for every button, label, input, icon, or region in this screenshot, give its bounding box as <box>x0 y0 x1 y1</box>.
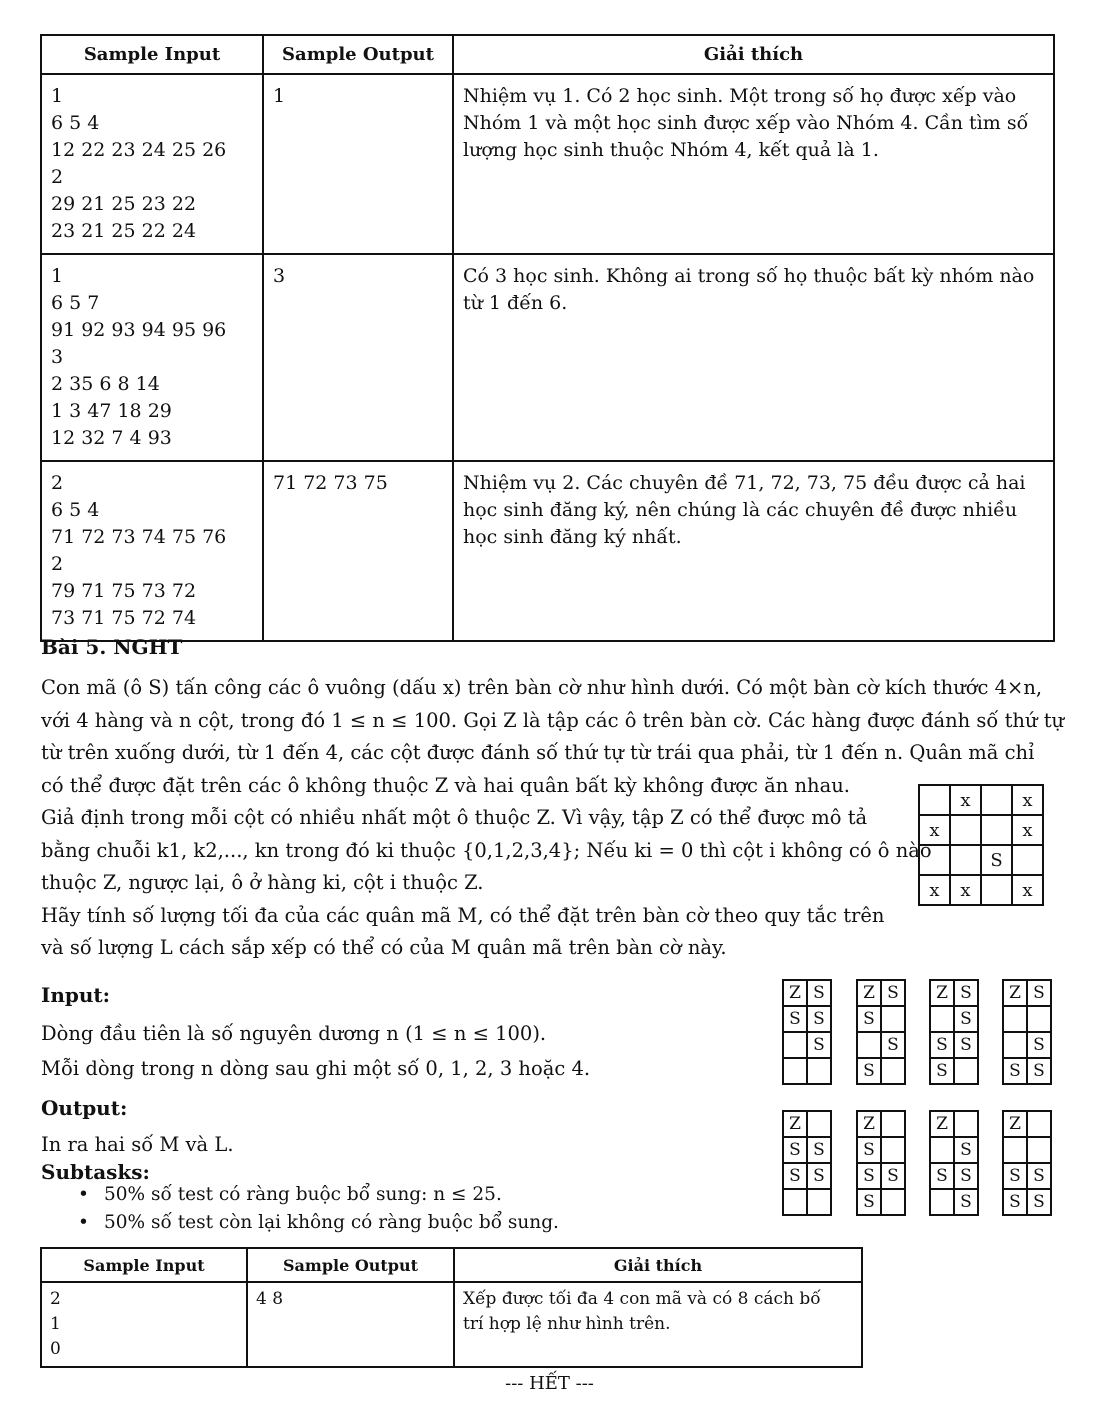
knight-cell: S <box>783 1006 807 1032</box>
board-row <box>919 845 1043 875</box>
input-line: 23 21 25 22 24 <box>51 220 197 242</box>
output-value: 4 8 <box>256 1289 284 1309</box>
knight-cell: S <box>857 1006 881 1032</box>
input-line: 1 <box>51 85 64 107</box>
input-line: 6 5 4 <box>51 499 100 521</box>
knight-cell: S <box>954 980 978 1006</box>
arrangement-row <box>1003 1111 1051 1137</box>
table-row <box>41 1282 862 1367</box>
empty-cell <box>807 1058 831 1084</box>
arrangement-row <box>857 1111 905 1137</box>
arrangement-row <box>783 1189 831 1215</box>
knight-cell: S <box>783 1163 807 1189</box>
knight-cell: S <box>1027 980 1051 1006</box>
arrangement-row <box>857 980 905 1006</box>
empty-cell <box>954 1058 978 1084</box>
attacked-cell: x <box>950 785 981 815</box>
explain-line: Có 3 học sinh. Không ai trong số họ thuộc bất kỳ nhóm nào <box>463 265 1035 287</box>
arrangement-row <box>783 1006 831 1032</box>
subtask-item: • 50% số test còn lại không có ràng buộc bổ sung. <box>104 1212 559 1233</box>
arrangement-row <box>1003 1137 1051 1163</box>
board-cell <box>950 815 981 845</box>
output-value: 1 <box>273 85 286 107</box>
sample-table-1 <box>40 34 1055 642</box>
header-sample-output: Sample Output <box>247 1248 454 1282</box>
input-line: 2 <box>51 472 64 494</box>
knight-cell: S <box>857 1137 881 1163</box>
board-cell <box>950 845 981 875</box>
empty-cell <box>807 1189 831 1215</box>
header-sample-output: Sample Output <box>263 35 453 74</box>
empty-cell <box>930 1189 954 1215</box>
subtask-item: • 50% số test có ràng buộc bổ sung: n ≤ 25. <box>104 1184 502 1205</box>
arrangement-row <box>857 1163 905 1189</box>
output-value: 71 72 73 75 <box>273 472 388 494</box>
explanation-cell <box>453 254 1054 461</box>
knight-cell: S <box>1003 1058 1027 1084</box>
output-heading: Output: <box>41 1096 128 1120</box>
input-line: 79 71 75 73 72 <box>51 580 197 602</box>
empty-cell <box>1003 1006 1027 1032</box>
arrangement-row <box>857 1006 905 1032</box>
blocked-cell: Z <box>783 980 807 1006</box>
arrangement-row <box>857 1137 905 1163</box>
empty-cell <box>881 1111 905 1137</box>
empty-cell <box>1027 1111 1051 1137</box>
attacked-cell: x <box>1012 875 1043 905</box>
knight-cell: S <box>881 980 905 1006</box>
statement-line: với 4 hàng và n cột, trong đó 1 ≤ n ≤ 100. Gọi Z là tập các ô trên bàn cờ. Các hàng được đánh số thứ tự <box>41 708 1065 732</box>
input-line: 2 <box>51 553 64 575</box>
knight-cell: S <box>1027 1032 1051 1058</box>
knight-cell: S <box>954 1189 978 1215</box>
arrangement-row <box>1003 1058 1051 1084</box>
explanation-cell <box>453 74 1054 254</box>
knight-cell: S <box>881 1032 905 1058</box>
sample-output-cell <box>263 74 453 254</box>
knight-cell: S <box>954 1032 978 1058</box>
board-cell <box>981 785 1012 815</box>
explain-line: Nhiệm vụ 1. Có 2 học sinh. Một trong số họ được xếp vào <box>463 85 1017 107</box>
arrangement-board <box>1002 1110 1052 1216</box>
knight-cell: S <box>807 1006 831 1032</box>
input-line-1: Dòng đầu tiên là số nguyên dương n (1 ≤ n ≤ 100). <box>41 1022 547 1045</box>
sample-input-cell <box>41 254 263 461</box>
empty-cell <box>807 1111 831 1137</box>
empty-cell <box>1003 1032 1027 1058</box>
knight-cell: S <box>930 1032 954 1058</box>
arrangement-row <box>930 1189 978 1215</box>
end-marker: --- HẾT --- <box>505 1373 594 1394</box>
attacked-cell: x <box>919 875 950 905</box>
input-line: 6 5 7 <box>51 292 100 314</box>
arrangement-board <box>782 1110 832 1216</box>
attacked-cell: x <box>1012 815 1043 845</box>
knight-cell: S <box>807 1137 831 1163</box>
input-line: 12 32 7 4 93 <box>51 427 172 449</box>
arrangement-row <box>783 1032 831 1058</box>
explain-line: học sinh đăng ký, nên chúng là các chuyên đề được nhiều <box>463 499 1018 521</box>
empty-cell <box>930 1137 954 1163</box>
sample-input-cell <box>41 74 263 254</box>
attacked-cell: x <box>950 875 981 905</box>
subtasks-heading: Subtasks: <box>41 1160 150 1184</box>
statement-line: Con mã (ô S) tấn công các ô vuông (dấu x) trên bàn cờ như hình dưới. Có một bàn cờ kích thước 4×n, <box>41 676 1043 699</box>
arrangement-row <box>783 1163 831 1189</box>
knight-cell: S <box>783 1137 807 1163</box>
statement-line: Hãy tính số lượng tối đa của các quân mã M, có thể đặt trên bàn cờ theo quy tắc trên <box>41 903 885 927</box>
input-line: 91 92 93 94 95 96 <box>51 319 227 341</box>
knight-cell: S <box>954 1163 978 1189</box>
statement-line: thuộc Z, ngược lại, ô ở hàng ki, cột i thuộc Z. <box>41 871 484 894</box>
input-line: 3 <box>51 346 64 368</box>
blocked-cell: Z <box>857 1111 881 1137</box>
arrangement-row <box>930 980 978 1006</box>
arrangement-row <box>930 1058 978 1084</box>
empty-cell <box>881 1058 905 1084</box>
arrangement-row <box>1003 1006 1051 1032</box>
blocked-cell: Z <box>930 1111 954 1137</box>
arrangement-board <box>1002 979 1052 1085</box>
arrangement-row <box>1003 1189 1051 1215</box>
explain-line: Nhóm 1 và một học sinh được xếp vào Nhóm 4. Cần tìm số <box>463 112 1029 134</box>
arrangement-board <box>856 1110 906 1216</box>
explain-line: Nhiệm vụ 2. Các chuyên đề 71, 72, 73, 75 đều được cả hai <box>463 472 1026 494</box>
empty-cell <box>783 1032 807 1058</box>
input-line-2: Mỗi dòng trong n dòng sau ghi một số 0, 1, 2, 3 hoặc 4. <box>41 1057 591 1080</box>
explain-line: lượng học sinh thuộc Nhóm 4, kết quả là 1. <box>463 139 879 161</box>
knight-cell: S <box>857 1058 881 1084</box>
knight-cell: S <box>1003 1163 1027 1189</box>
input-line: 1 <box>51 265 64 287</box>
arrangement-row <box>857 1189 905 1215</box>
arrangement-board <box>782 979 832 1085</box>
board-row <box>919 875 1043 905</box>
input-line: 6 5 4 <box>51 112 100 134</box>
arrangement-row <box>930 1032 978 1058</box>
arrangement-row <box>857 1032 905 1058</box>
knight-cell: S <box>807 1032 831 1058</box>
statement-line: Giả định trong mỗi cột có nhiều nhất một ô thuộc Z. Vì vậy, tập Z có thể được mô tả <box>41 806 868 829</box>
header-sample-input: Sample Input <box>41 1248 247 1282</box>
arrangement-row <box>783 1111 831 1137</box>
input-line: 2 <box>50 1289 61 1309</box>
board-row <box>919 815 1043 845</box>
arrangement-row <box>783 1137 831 1163</box>
table-header <box>41 1248 862 1282</box>
input-line: 12 22 23 24 25 26 <box>51 139 227 161</box>
blocked-cell: Z <box>857 980 881 1006</box>
blocked-cell: Z <box>1003 1111 1027 1137</box>
input-line: 2 <box>51 166 64 188</box>
empty-cell <box>881 1189 905 1215</box>
knight-cell: S <box>1027 1058 1051 1084</box>
arrangement-row <box>1003 1163 1051 1189</box>
output-line: In ra hai số M và L. <box>41 1133 234 1156</box>
input-line: 2 35 6 8 14 <box>51 373 160 395</box>
header-explanation: Giải thích <box>454 1248 862 1282</box>
empty-cell <box>783 1189 807 1215</box>
input-line: 0 <box>50 1339 61 1359</box>
statement-line: từ trên xuống dưới, từ 1 đến 4, các cột được đánh số thứ tự từ trái qua phải, từ 1 đến n. Quân mã chỉ <box>41 741 1035 764</box>
knight-cell: S <box>1027 1163 1051 1189</box>
arrangement-row <box>930 1111 978 1137</box>
arrangement-row <box>930 1163 978 1189</box>
sample-input-cell <box>41 461 263 641</box>
input-line: 29 21 25 23 22 <box>51 193 197 215</box>
table-header <box>41 35 1054 74</box>
board-cell <box>981 815 1012 845</box>
board-row <box>919 785 1043 815</box>
knight-cell: S <box>807 980 831 1006</box>
problem-title: Bài 5. NGHT <box>41 635 183 659</box>
blocked-cell: Z <box>1003 980 1027 1006</box>
statement-line: có thể được đặt trên các ô không thuộc Z và hai quân bất kỳ không được ăn nhau. <box>41 773 850 797</box>
arrangement-row <box>783 1058 831 1084</box>
arrangement-row <box>930 1006 978 1032</box>
arrangement-board <box>856 979 906 1085</box>
sample-output-cell <box>263 254 453 461</box>
table-row <box>41 461 1054 641</box>
empty-cell <box>1003 1137 1027 1163</box>
knight-cell: S <box>981 845 1012 875</box>
table-row <box>41 74 1054 254</box>
knight-cell: S <box>881 1163 905 1189</box>
input-line: 1 <box>50 1314 61 1334</box>
arrangement-row <box>857 1058 905 1084</box>
sample-output-cell <box>247 1282 454 1367</box>
knight-cell: S <box>930 1163 954 1189</box>
input-line: 1 3 47 18 29 <box>51 400 172 422</box>
explain-line: trí hợp lệ như hình trên. <box>463 1314 671 1334</box>
header-sample-input: Sample Input <box>41 35 263 74</box>
knight-cell: S <box>954 1006 978 1032</box>
arrangement-board <box>929 979 979 1085</box>
arrangement-row <box>783 980 831 1006</box>
input-line: 71 72 73 74 75 76 <box>51 526 227 548</box>
explain-line: từ 1 đến 6. <box>463 292 568 314</box>
statement-line: bằng chuỗi k1, k2,..., kn trong đó ki thuộc {0,1,2,3,4}; Nếu ki = 0 thì cột i không có ô nào <box>41 838 932 862</box>
empty-cell <box>857 1032 881 1058</box>
knight-attack-board <box>918 784 1044 906</box>
empty-cell <box>1027 1137 1051 1163</box>
statement-line: và số lượng L cách sắp xếp có thể có của M quân mã trên bàn cờ này. <box>41 936 727 959</box>
sample-input-cell <box>41 1282 247 1367</box>
knight-cell: S <box>857 1189 881 1215</box>
arrangement-row <box>1003 980 1051 1006</box>
knight-cell: S <box>930 1058 954 1084</box>
board-cell <box>981 875 1012 905</box>
empty-cell <box>930 1006 954 1032</box>
knight-cell: S <box>807 1163 831 1189</box>
attacked-cell: x <box>1012 785 1043 815</box>
blocked-cell: Z <box>783 1111 807 1137</box>
empty-cell <box>881 1137 905 1163</box>
explain-line: Xếp được tối đa 4 con mã và có 8 cách bố <box>463 1289 821 1309</box>
knight-cell: S <box>857 1163 881 1189</box>
blocked-cell: Z <box>930 980 954 1006</box>
empty-cell <box>783 1058 807 1084</box>
sample-output-cell <box>263 461 453 641</box>
input-line: 73 71 75 72 74 <box>51 607 197 629</box>
sample-table-2 <box>40 1247 863 1368</box>
explanation-cell <box>454 1282 862 1367</box>
header-explanation: Giải thích <box>453 35 1054 74</box>
output-value: 3 <box>273 265 286 287</box>
knight-cell: S <box>1027 1189 1051 1215</box>
empty-cell <box>881 1006 905 1032</box>
explain-line: học sinh đăng ký nhất. <box>463 526 682 548</box>
arrangement-row <box>930 1137 978 1163</box>
problem-statement <box>41 672 1065 965</box>
board-cell <box>919 785 950 815</box>
knight-cell: S <box>954 1137 978 1163</box>
empty-cell <box>1027 1006 1051 1032</box>
attacked-cell: x <box>919 815 950 845</box>
board-cell <box>1012 845 1043 875</box>
input-heading: Input: <box>41 983 111 1007</box>
empty-cell <box>954 1111 978 1137</box>
table-row <box>41 254 1054 461</box>
explanation-cell <box>453 461 1054 641</box>
board-cell <box>919 845 950 875</box>
arrangement-board <box>929 1110 979 1216</box>
arrangement-row <box>1003 1032 1051 1058</box>
knight-cell: S <box>1003 1189 1027 1215</box>
